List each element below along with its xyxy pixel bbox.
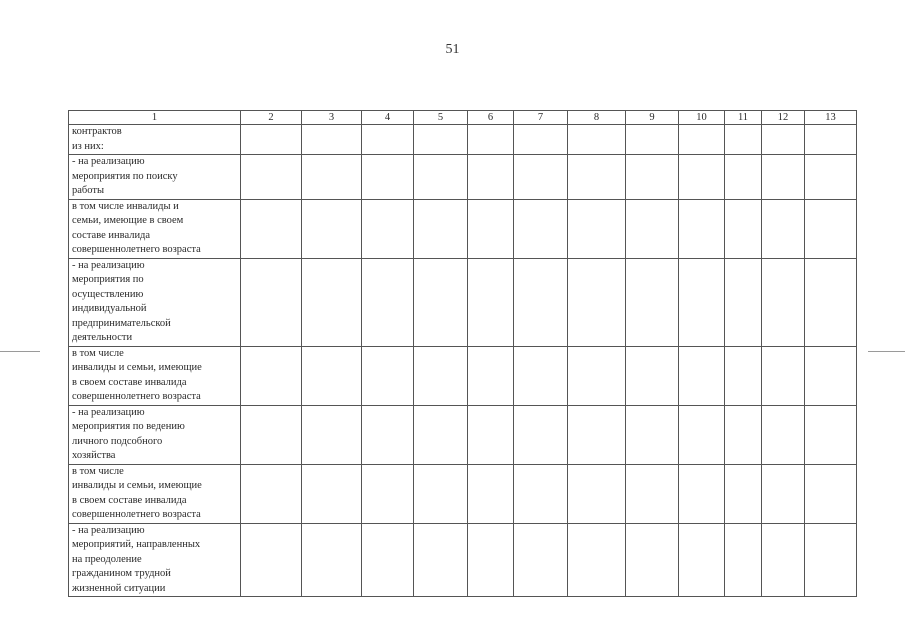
empty-cell xyxy=(568,523,626,597)
empty-cell xyxy=(514,155,568,200)
empty-cell xyxy=(725,125,762,155)
empty-cell xyxy=(514,125,568,155)
empty-cell xyxy=(414,523,468,597)
column-header-13: 13 xyxy=(805,111,857,125)
empty-cell xyxy=(514,523,568,597)
empty-cell xyxy=(679,199,725,258)
empty-cell xyxy=(362,125,414,155)
empty-cell xyxy=(302,199,362,258)
empty-cell xyxy=(362,258,414,346)
empty-cell xyxy=(762,155,805,200)
empty-cell xyxy=(725,258,762,346)
empty-cell xyxy=(679,523,725,597)
empty-cell xyxy=(626,155,679,200)
row-label: в том числе инвалиды и семьи, имеющие в своем составе инвалида совершеннолетнего возраста xyxy=(69,199,241,258)
empty-cell xyxy=(626,523,679,597)
empty-cell xyxy=(762,125,805,155)
row-label: - на реализацию мероприятия по осуществлению индивидуальной предпринимательской деятельности xyxy=(69,258,241,346)
empty-cell xyxy=(568,464,626,523)
empty-cell xyxy=(805,258,857,346)
empty-cell xyxy=(241,523,302,597)
empty-cell xyxy=(362,464,414,523)
table-row xyxy=(69,405,857,464)
empty-cell xyxy=(762,523,805,597)
empty-cell xyxy=(241,346,302,405)
column-header-10: 10 xyxy=(679,111,725,125)
empty-cell xyxy=(805,464,857,523)
row-label: контрактов из них: xyxy=(69,125,241,155)
empty-cell xyxy=(568,125,626,155)
empty-cell xyxy=(302,155,362,200)
empty-cell xyxy=(762,346,805,405)
empty-cell xyxy=(568,199,626,258)
empty-cell xyxy=(414,405,468,464)
empty-cell xyxy=(762,258,805,346)
empty-cell xyxy=(626,258,679,346)
empty-cell xyxy=(468,125,514,155)
table-row xyxy=(69,125,857,155)
empty-cell xyxy=(468,199,514,258)
empty-cell xyxy=(568,155,626,200)
empty-cell xyxy=(468,258,514,346)
empty-cell xyxy=(805,523,857,597)
empty-cell xyxy=(805,125,857,155)
empty-cell xyxy=(626,125,679,155)
empty-cell xyxy=(679,405,725,464)
column-header-5: 5 xyxy=(414,111,468,125)
column-header-6: 6 xyxy=(468,111,514,125)
empty-cell xyxy=(762,199,805,258)
column-header-1: 1 xyxy=(69,111,241,125)
column-header-8: 8 xyxy=(568,111,626,125)
empty-cell xyxy=(762,464,805,523)
empty-cell xyxy=(362,523,414,597)
empty-cell xyxy=(626,464,679,523)
empty-cell xyxy=(241,464,302,523)
empty-cell xyxy=(468,405,514,464)
empty-cell xyxy=(514,464,568,523)
empty-cell xyxy=(302,125,362,155)
empty-cell xyxy=(241,199,302,258)
empty-cell xyxy=(241,125,302,155)
empty-cell xyxy=(468,464,514,523)
table-row xyxy=(69,258,857,346)
empty-cell xyxy=(302,405,362,464)
empty-cell xyxy=(414,125,468,155)
scan-mark-left xyxy=(0,351,40,352)
empty-cell xyxy=(626,346,679,405)
table-row xyxy=(69,155,857,200)
row-label: - на реализацию мероприятий, направленных на преодоление гражданином трудной жизненной ситуации xyxy=(69,523,241,597)
column-header-3: 3 xyxy=(302,111,362,125)
empty-cell xyxy=(514,405,568,464)
empty-cell xyxy=(805,155,857,200)
empty-cell xyxy=(414,464,468,523)
empty-cell xyxy=(302,464,362,523)
table-row xyxy=(69,346,857,405)
column-header-2: 2 xyxy=(241,111,302,125)
empty-cell xyxy=(302,523,362,597)
empty-cell xyxy=(725,199,762,258)
row-label: в том числе инвалиды и семьи, имеющие в своем составе инвалида совершеннолетнего возраста xyxy=(69,464,241,523)
empty-cell xyxy=(414,199,468,258)
empty-cell xyxy=(679,464,725,523)
empty-cell xyxy=(568,346,626,405)
empty-cell xyxy=(725,464,762,523)
empty-cell xyxy=(414,258,468,346)
table-row xyxy=(69,523,857,597)
empty-cell xyxy=(679,155,725,200)
column-header-7: 7 xyxy=(514,111,568,125)
empty-cell xyxy=(241,258,302,346)
empty-cell xyxy=(241,155,302,200)
column-header-4: 4 xyxy=(362,111,414,125)
scan-mark-right xyxy=(868,351,905,352)
empty-cell xyxy=(362,199,414,258)
table-body xyxy=(69,125,857,597)
data-table xyxy=(68,110,857,597)
row-label: - на реализацию мероприятия по поиску работы xyxy=(69,155,241,200)
empty-cell xyxy=(762,405,805,464)
empty-cell xyxy=(725,523,762,597)
table-row xyxy=(69,464,857,523)
empty-cell xyxy=(468,346,514,405)
empty-cell xyxy=(302,258,362,346)
column-header-12: 12 xyxy=(762,111,805,125)
column-header-11: 11 xyxy=(725,111,762,125)
empty-cell xyxy=(302,346,362,405)
empty-cell xyxy=(725,155,762,200)
empty-cell xyxy=(626,405,679,464)
empty-cell xyxy=(468,155,514,200)
empty-cell xyxy=(414,346,468,405)
empty-cell xyxy=(362,155,414,200)
empty-cell xyxy=(568,405,626,464)
empty-cell xyxy=(725,346,762,405)
empty-cell xyxy=(805,405,857,464)
row-label: в том числе инвалиды и семьи, имеющие в своем составе инвалида совершеннолетнего возраста xyxy=(69,346,241,405)
empty-cell xyxy=(679,125,725,155)
empty-cell xyxy=(514,258,568,346)
empty-cell xyxy=(725,405,762,464)
table-row xyxy=(69,199,857,258)
empty-cell xyxy=(362,346,414,405)
empty-cell xyxy=(414,155,468,200)
empty-cell xyxy=(626,199,679,258)
header-row xyxy=(69,111,857,125)
empty-cell xyxy=(679,258,725,346)
column-header-9: 9 xyxy=(626,111,679,125)
empty-cell xyxy=(468,523,514,597)
empty-cell xyxy=(514,346,568,405)
page-number: 51 xyxy=(445,42,460,57)
empty-cell xyxy=(514,199,568,258)
empty-cell xyxy=(568,258,626,346)
row-label: - на реализацию мероприятия по ведению личного подсобного хозяйства xyxy=(69,405,241,464)
empty-cell xyxy=(241,405,302,464)
empty-cell xyxy=(805,346,857,405)
empty-cell xyxy=(362,405,414,464)
empty-cell xyxy=(679,346,725,405)
empty-cell xyxy=(805,199,857,258)
